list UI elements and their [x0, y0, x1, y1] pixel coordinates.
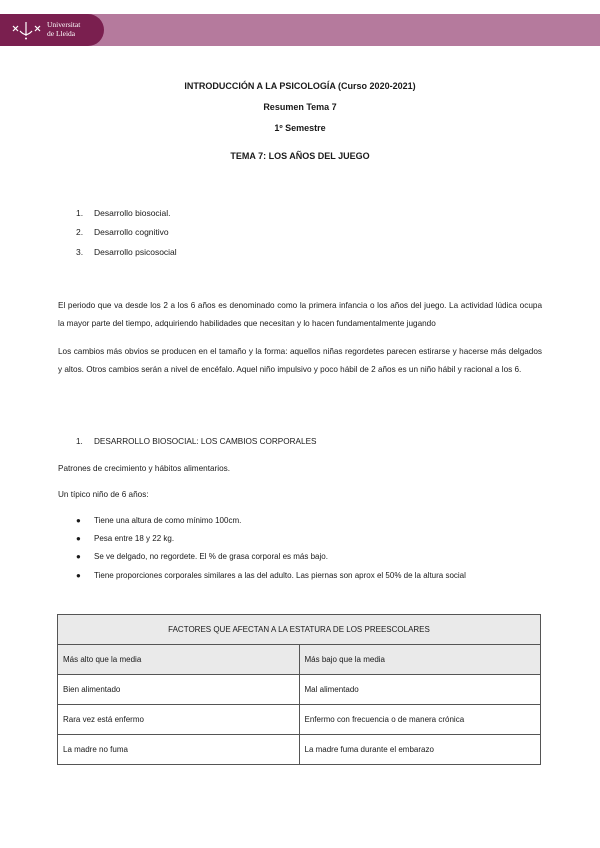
university-logo	[0, 14, 104, 46]
table-cell: Enfermo con frecuencia o de manera crónica	[299, 705, 541, 735]
section-heading-text: DESARROLLO BIOSOCIAL: LOS CAMBIOS CORPORALES	[94, 437, 317, 446]
university-name-line2: de Lleida	[47, 29, 76, 38]
topic-title: TEMA 7: LOS AÑOS DEL JUEGO	[230, 151, 370, 161]
semester-title: 1º Semestre	[274, 123, 326, 133]
list-item-text: Se ve delgado, no regordete. El % de grasa corporal es más bajo.	[94, 552, 328, 561]
intro-paragraph: El periodo que va desde los 2 a los 6 años es denominado como la primera infancia o los años del juego. La actividad lúdica ocupa la mayor parte del tiempo, adquiriendo habilidades que necesitan y lo hacen fundamentalmente jugando	[58, 301, 542, 328]
university-emblem-icon	[9, 19, 43, 41]
table-header-row	[58, 645, 541, 675]
list-item-text: Desarrollo cognitivo	[94, 227, 169, 237]
table-row	[58, 735, 541, 765]
section-heading	[76, 437, 317, 446]
list-item-text: Tiene proporciones corporales similares a las del adulto. Las piernas son aprox el 50% de la altura social	[94, 571, 466, 580]
list-item-text: Desarrollo biosocial.	[94, 208, 171, 218]
table-cell: Rara vez está enfermo	[58, 705, 300, 735]
list-item-text: Tiene una altura de como mínimo 100cm.	[94, 516, 242, 525]
section-subheading: Patrones de crecimiento y hábitos alimentarios.	[58, 464, 231, 473]
stature-factors-table	[57, 614, 541, 765]
university-name	[47, 20, 80, 38]
list-item	[76, 534, 174, 543]
table-cell: Mal alimentado	[299, 675, 541, 705]
course-title: INTRODUCCIÓN A LA PSICOLOGÍA (Curso 2020-2021)	[184, 81, 416, 91]
bullet-icon: ●	[76, 516, 81, 525]
list-item	[76, 208, 171, 218]
list-item-number: 2.	[76, 227, 84, 237]
header-banner	[0, 14, 600, 46]
table-cell: La madre no fuma	[58, 735, 300, 765]
table-row	[58, 705, 541, 735]
list-item-text: Pesa entre 18 y 22 kg.	[94, 534, 175, 543]
table-row	[58, 675, 541, 705]
university-name-line1: Universitat	[47, 20, 81, 29]
list-item	[76, 227, 169, 237]
summary-title: Resumen Tema 7	[263, 102, 337, 112]
bullet-icon: ●	[76, 571, 81, 580]
list-item	[76, 571, 466, 580]
table-cell: La madre fuma durante el embarazo	[299, 735, 541, 765]
section-number: 1.	[76, 437, 83, 446]
list-item-number: 1.	[76, 208, 84, 218]
table-title: FACTORES QUE AFECTAN A LA ESTATURA DE LOS PREESCOLARES	[58, 615, 541, 645]
table-header-shorter: Más bajo que la media	[299, 645, 541, 675]
table-header-taller: Más alto que la media	[58, 645, 300, 675]
list-item-text: Desarrollo psicosocial	[94, 247, 177, 257]
list-item	[76, 516, 241, 525]
bullet-icon: ●	[76, 534, 81, 543]
list-item	[76, 247, 177, 257]
table-cell: Bien alimentado	[58, 675, 300, 705]
list-item-number: 3.	[76, 247, 84, 257]
bullet-icon: ●	[76, 552, 81, 561]
changes-paragraph: Los cambios más obvios se producen en el tamaño y la forma: aquellos niñas regordetes parecen estirarse y hacerse más delgados y altos. Otros cambios serán a nivel de encéfalo. Aquel niño impulsivo y poco hábil de 2 años es un niño hábil y racional a los 6.	[58, 347, 542, 374]
list-item	[76, 552, 328, 561]
section-intro: Un típico niño de 6 años:	[58, 490, 149, 499]
